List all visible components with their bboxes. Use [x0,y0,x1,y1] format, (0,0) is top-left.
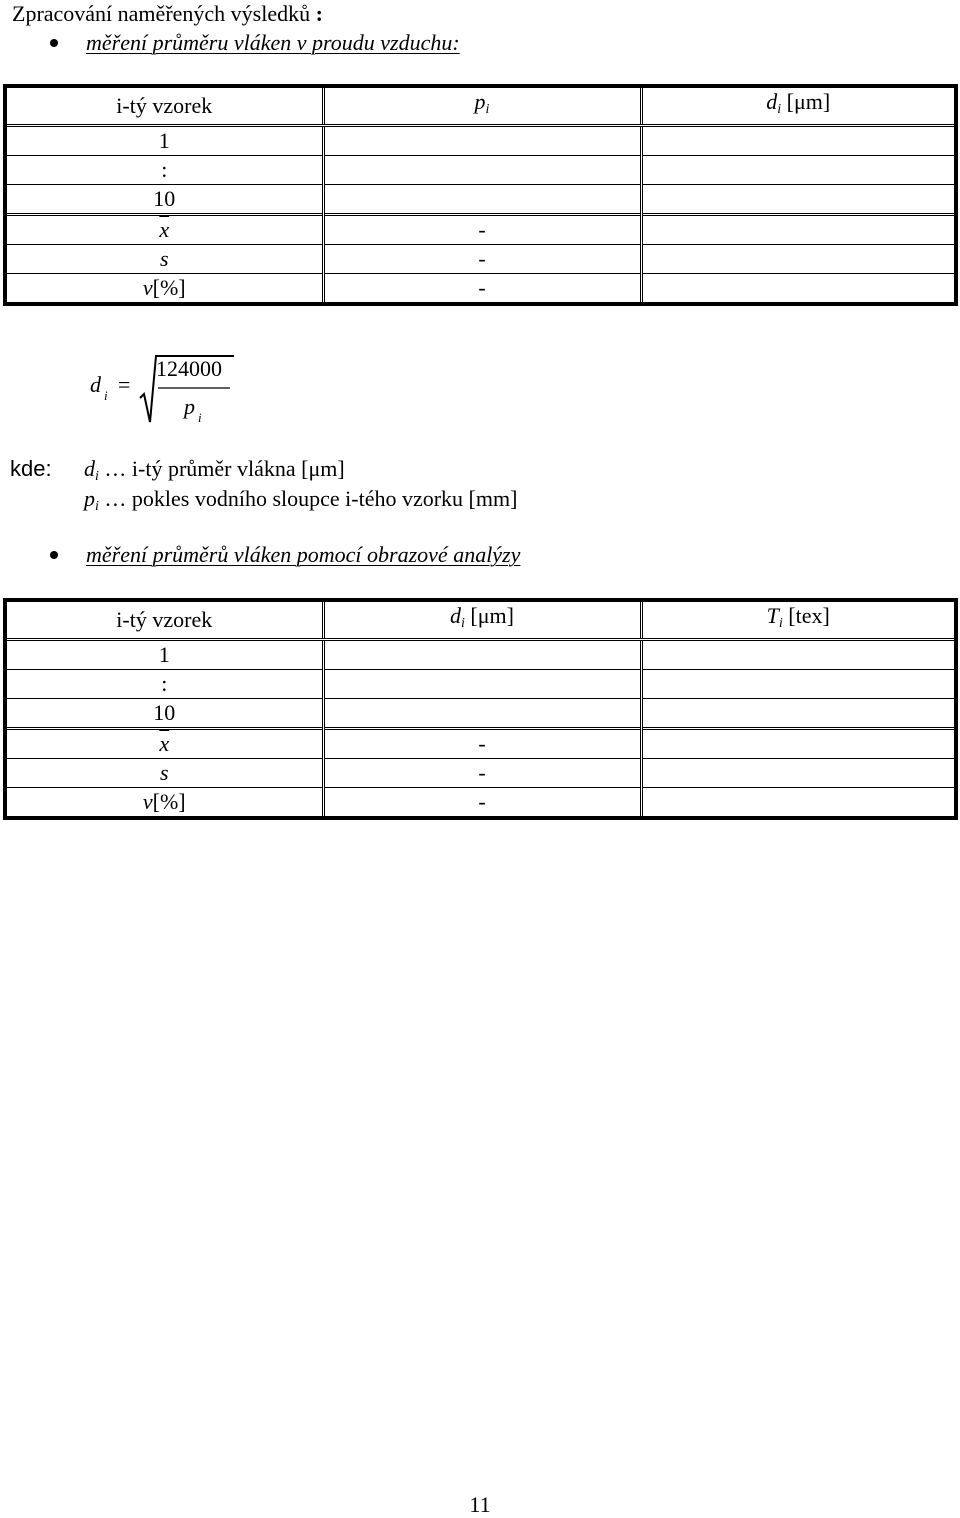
stat-row-mean [5,729,956,759]
cell-empty [641,670,956,699]
cell-empty [641,788,956,819]
bullet-dot-icon [50,551,58,559]
stat-label-cv: v[%] [5,788,323,819]
bullet-text-1: měření průměru vláken v proudu vzduchu: [86,30,460,55]
formula-denominator: p [184,394,195,419]
header-di: $d_i$ [μm] [323,600,641,640]
table-header-row [5,600,956,640]
stat-label-sd: s [5,245,323,274]
cell-dash: - [323,759,641,788]
cell-empty [641,185,956,215]
row-label: 1 [5,126,323,156]
stat-row-sd [5,245,956,274]
header-pi: $p_i$ [323,86,641,126]
cell-empty [323,670,641,699]
legend-item-p: $p_i$ … pokles vodního sloupce i-tého vzorku [mm] [84,486,518,514]
cell-empty [641,245,956,274]
stat-row-cv [5,788,956,819]
formula-den-sub: i [198,410,202,425]
stat-row-sd [5,759,956,788]
table-row [5,640,956,670]
cell-empty [641,126,956,156]
page-number: 11 [469,1492,491,1517]
heading-text: Zpracování naměřených výsledků [12,1,311,26]
cell-empty [641,640,956,670]
cell-dash: - [323,729,641,759]
cell-dash: - [323,788,641,819]
stat-label-cv: v[%] [5,274,323,305]
table-row [5,156,956,185]
cell-empty [641,215,956,245]
stat-label-mean: $\overline{x}$ [5,729,323,759]
table-header-row [5,86,956,126]
formula-diameter [88,352,248,432]
formula-numerator: 124000 [156,356,222,381]
header-ti: $T_i$ [tex] [641,600,956,640]
cell-empty [641,699,956,729]
legend-item-d: $d_i$ … i-tý průměr vlákna [μm] [84,456,345,484]
stat-row-cv [5,274,956,305]
section-heading [12,1,323,27]
row-label: 10 [5,185,323,215]
bullet-dot-icon [50,39,58,47]
table-row [5,126,956,156]
cell-empty [323,185,641,215]
table-air-flow [3,84,958,306]
cell-dash: - [323,274,641,305]
cell-empty [323,156,641,185]
legend-kde: kde: [10,456,52,481]
row-label: : [5,670,323,699]
table-row [5,670,956,699]
row-label: : [5,156,323,185]
table-image-analysis [3,598,958,820]
header-sample: i-tý vzorek [5,86,323,126]
cell-dash: - [323,215,641,245]
stat-label-mean: $\overline{x}$ [5,215,323,245]
bullet-text-2: měření průměrů vláken pomocí obrazové analýzy [86,542,521,567]
cell-empty [323,640,641,670]
formula-equals: = [118,372,131,397]
cell-empty [323,126,641,156]
table-row [5,699,956,729]
formula-lhs-sub: i [104,388,108,403]
formula-lhs: d [90,372,101,397]
row-label: 1 [5,640,323,670]
table-row [5,185,956,215]
header-di: $d_i$ [μm] [641,86,956,126]
cell-empty [323,699,641,729]
stat-label-sd: s [5,759,323,788]
cell-empty [641,156,956,185]
cell-empty [641,729,956,759]
row-label: 10 [5,699,323,729]
cell-empty [641,274,956,305]
cell-empty [641,759,956,788]
stat-row-mean [5,215,956,245]
header-sample: i-tý vzorek [5,600,323,640]
cell-dash: - [323,245,641,274]
heading-colon: : [310,1,323,26]
